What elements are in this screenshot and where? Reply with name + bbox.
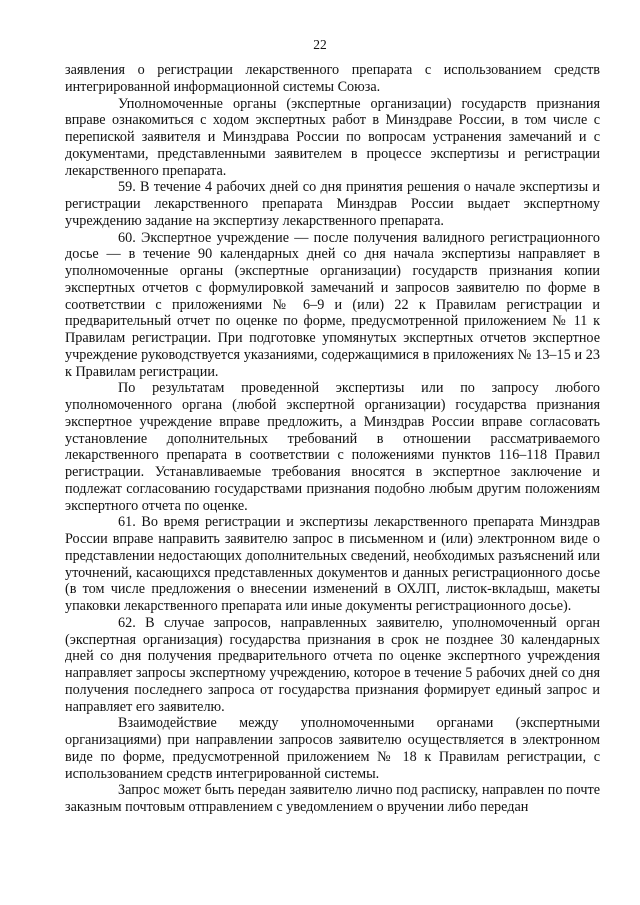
- paragraph-item-62: 62. В случае запросов, направленных заявителю, уполномоченный орган (экспертная организация) государства признания в срок не позднее 30 календарных дней со дня получения предварительного отчета по оценке экспертного учреждения направляет запросы экспертному учреждению, которое в течение 5 рабочих дней со дня получения последнего запроса от государства признания формирует единый запрос и направляет его заявителю.: [65, 614, 600, 715]
- paragraph-item-61: 61. Во время регистрации и экспертизы лекарственного препарата Минздрав России вправе направить заявителю запрос в письменном и (или) электронном виде о представлении недостающих дополнительных сведений, необходимых разъяснений или уточнений, касающихся представленных документов и данных регистрационного досье (в том числе предложения о внесении изменений в ОХЛП, листок-вкладыш, макеты упаковки лекарственного препарата или иные документы регистрационного досье).: [65, 514, 600, 614]
- paragraph: Уполномоченные органы (экспертные организации) государств признания вправе ознакомиться с ходом экспертных работ в Минздраве России, в том числе с перепиской заявителя и Минздрава России по вопросам устранения замечаний и с документами, представленными заявителем в процессе экспертизы и регистрации лекарственного препарата.: [65, 95, 600, 179]
- document-body: [65, 62, 600, 816]
- paragraph: По результатам проведенной экспертизы или по запросу любого уполномоченного органа (любой экспертной организации) государства признания экспертное учреждение вправе предложить, а Минздрав России вправе согласовать установление дополнительных требований в отношении рассматриваемого лекарственного препарата в соответствии с положениями пунктов 116–118 Правил регистрации. Устанавливаемые требования вносятся в экспертное заключение и подлежат согласованию государствами признания подобно любым другим положениям экспертного отчета по оценке.: [65, 380, 600, 514]
- paragraph-item-59: 59. В течение 4 рабочих дней со дня принятия решения о начале экспертизы и регистрации лекарственного препарата Минздрав России выдает экспертному учреждению задание на экспертизу лекарственного препарата.: [65, 179, 600, 229]
- paragraph-continuation: заявления о регистрации лекарственного препарата с использованием средств интегрированной информационной системы Союза.: [65, 62, 600, 95]
- paragraph-item-60: 60. Экспертное учреждение — после получения валидного регистрационного досье — в течение 90 календарных дней со дня начала экспертизы направляет в уполномоченные органы (экспертные организации) государств признания копии экспертных отчетов с формулировкой замечаний и запросов заявителю по форме в соответствии с приложениями № 6–9 и (или) 22 к Правилам регистрации и предварительный отчет по оценке по форме, предусмотренной приложением № 11 к Правилам регистрации. При подготовке упомянутых экспертных отчетов экспертное учреждение руководствуется указаниями, содержащимися в приложениях № 13–15 и 23 к Правилам регистрации.: [65, 229, 600, 380]
- paragraph: Запрос может быть передан заявителю лично под расписку, направлен по почте заказным почтовым отправлением с уведомлением о вручении либо передан: [65, 782, 600, 815]
- paragraph: Взаимодействие между уполномоченными органами (экспертными организациями) при направлении запросов заявителю осуществляется в электронном виде по форме, предусмотренной приложением № 18 к Правилам регистрации, с использованием средств интегрированной системы.: [65, 715, 600, 782]
- page-number: 22: [313, 37, 327, 52]
